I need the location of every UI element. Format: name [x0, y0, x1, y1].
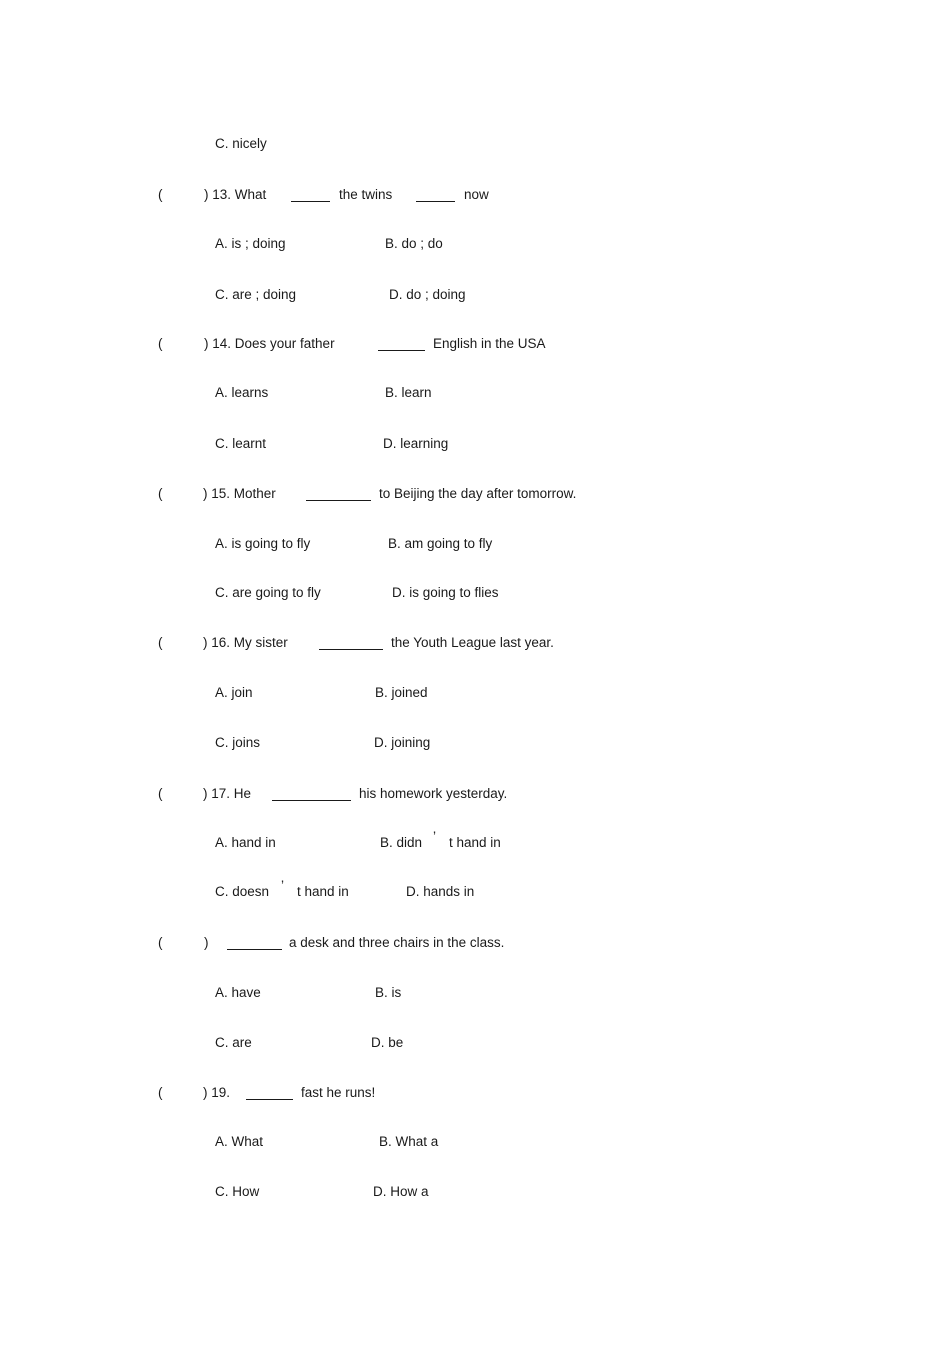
option-d: D. do ; doing: [389, 287, 466, 302]
question-stem-mid: the twins: [339, 187, 393, 202]
option-a: A. have: [215, 985, 261, 1000]
option-c-apostrophe: ’: [281, 878, 284, 893]
question-stem: ) 14. Does your father: [204, 336, 335, 351]
option-a: A. is going to fly: [215, 536, 311, 551]
option-c: C. joins: [215, 735, 261, 750]
option-a: A. hand in: [215, 835, 276, 850]
question-stem-end: the Youth League last year.: [391, 635, 554, 650]
question-stem-end: fast he runs!: [301, 1085, 376, 1100]
option-b-part2: t hand in: [449, 835, 501, 850]
question-stem: ) 15. Mother: [203, 486, 276, 501]
question-stem-end: his homework yesterday.: [359, 786, 508, 801]
option-b-part1: B. didn: [380, 835, 423, 850]
option-b: B. learn: [385, 385, 432, 400]
blank-line: [227, 949, 282, 950]
option-b: B. What a: [379, 1134, 439, 1149]
question-stem: ) 13. What: [204, 187, 267, 202]
answer-paren-open: (: [158, 635, 163, 650]
option-c: C. are: [215, 1035, 252, 1050]
answer-paren-open: (: [158, 187, 163, 202]
option-d: D. hands in: [406, 884, 475, 899]
answer-paren-open: (: [158, 336, 163, 351]
option-c: C. are going to fly: [215, 585, 321, 600]
option-c: C. are ; doing: [215, 287, 297, 302]
blank-line: [416, 201, 455, 202]
blank-line: [306, 500, 371, 501]
question-stem-end: English in the USA: [433, 336, 546, 351]
option-d: D. joining: [374, 735, 431, 750]
option-b: B. is: [375, 985, 402, 1000]
question-stem: ) 17. He: [203, 786, 252, 801]
question-stem: ) 19.: [203, 1085, 231, 1100]
option-b: B. do ; do: [385, 236, 443, 251]
answer-paren-open: (: [158, 1085, 163, 1100]
option-b: B. am going to fly: [388, 536, 493, 551]
option-c-part2: t hand in: [297, 884, 349, 899]
option-a: A. is ; doing: [215, 236, 286, 251]
question-stem: ) 16. My sister: [203, 635, 288, 650]
option-c: C. learnt: [215, 436, 267, 451]
option-d: D. be: [371, 1035, 404, 1050]
option-c: C. How: [215, 1184, 260, 1199]
option-a: A. What: [215, 1134, 264, 1149]
blank-line: [378, 350, 425, 351]
question-stem: ): [204, 935, 209, 950]
option-d: D. How a: [373, 1184, 429, 1199]
option-a: A. learns: [215, 385, 269, 400]
question-stem-end: a desk and three chairs in the class.: [289, 935, 505, 950]
answer-paren-open: (: [158, 935, 163, 950]
blank-line: [319, 649, 383, 650]
answer-paren-open: (: [158, 786, 163, 801]
option-c-part1: C. doesn: [215, 884, 270, 899]
option-d: D. learning: [383, 436, 449, 451]
option-b-apostrophe: ’: [433, 829, 436, 844]
blank-line: [246, 1099, 293, 1100]
option-a: A. join: [215, 685, 253, 700]
blank-line: [272, 800, 351, 801]
answer-paren-open: (: [158, 486, 163, 501]
option-c: C. nicely: [215, 136, 267, 151]
question-stem-end: now: [464, 187, 489, 202]
question-stem-end: to Beijing the day after tomorrow.: [379, 486, 577, 501]
blank-line: [291, 201, 330, 202]
option-b: B. joined: [375, 685, 428, 700]
option-d: D. is going to flies: [392, 585, 499, 600]
